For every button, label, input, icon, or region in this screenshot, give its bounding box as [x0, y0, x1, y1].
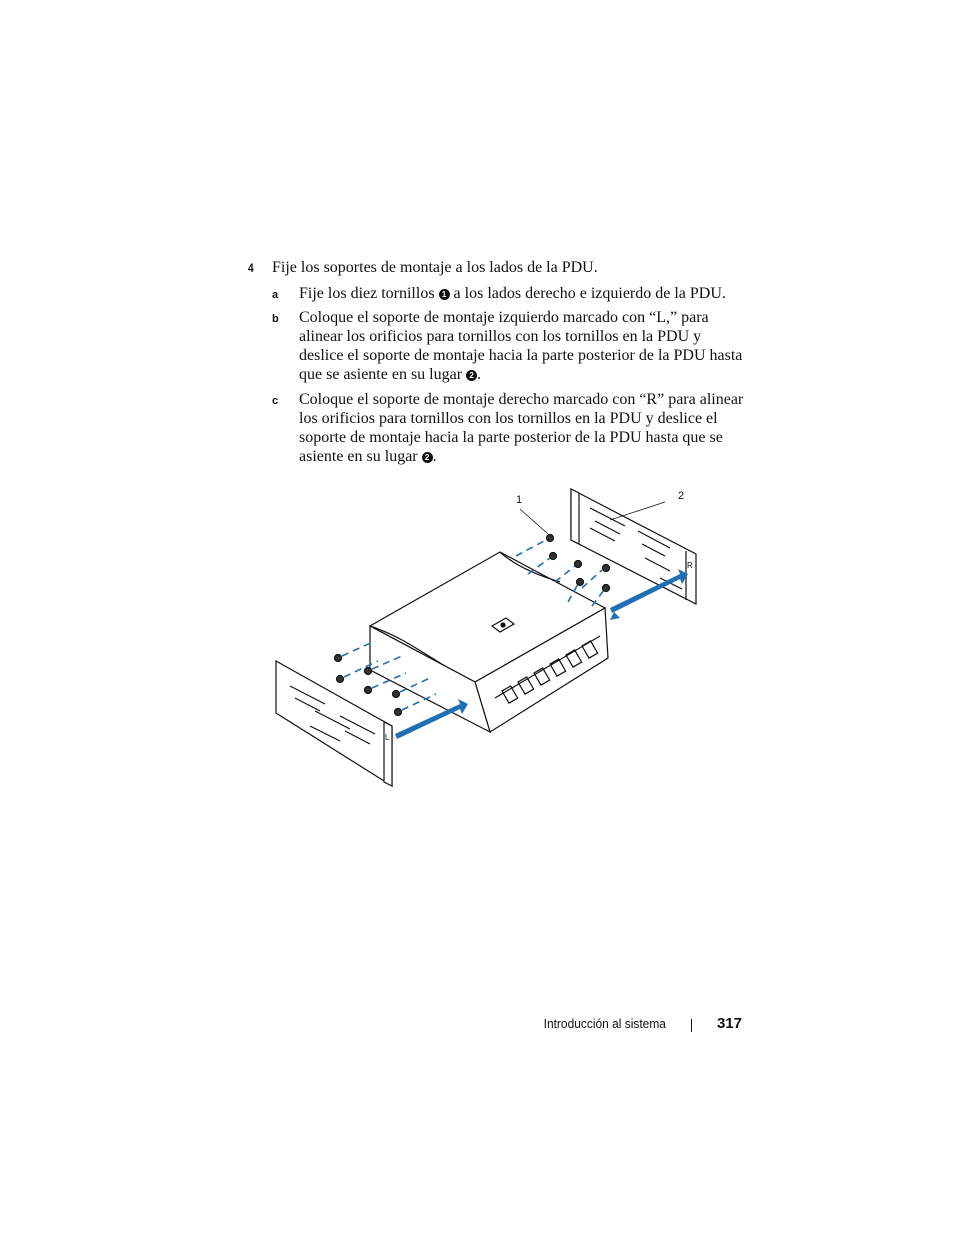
bracket-right-mark: R — [687, 561, 693, 570]
page-footer — [500, 1016, 742, 1036]
page-number: 317 — [716, 1015, 742, 1032]
callout-1-icon: 1 — [439, 289, 450, 300]
step-text: Fije los soportes de montaje a los lados de la PDU. — [272, 259, 598, 276]
substep-text — [299, 390, 744, 466]
bracket-left-mark: L — [385, 733, 390, 742]
substep-text — [299, 284, 744, 303]
substep-text — [299, 308, 744, 384]
figure-label-2: 2 — [678, 490, 685, 502]
footer-separator — [691, 1019, 692, 1032]
substep-text-part: Coloque el soporte de montaje derecho marcado con “R” para alinear los orificios para tornillos con los tornillos en la PDU y deslice el soporte de montaje hacia la parte posterior de la PDU hasta que se asiente en su lugar — [299, 391, 744, 465]
pdu-bracket-illustration — [270, 486, 710, 791]
substep-letter: a — [272, 289, 279, 301]
substep-letter: c — [272, 395, 279, 407]
callout-2-icon: 2 — [466, 370, 477, 381]
substep-letter: b — [272, 313, 279, 325]
substep-text-part: . — [477, 366, 482, 383]
footer-section-title: Introducción al sistema — [543, 1016, 666, 1031]
left-bracket — [276, 661, 392, 786]
callout-2-icon: 2 — [422, 452, 433, 463]
substep-text-part: a los lados derecho e izquierdo de la PDU. — [449, 285, 726, 302]
substep-text-part: Coloque el soporte de montaje izquierdo marcado con “L,” para alinear los orificios para tornillos con los tornillos en la PDU y deslice el soporte de montaje hacia la parte posterior de la PDU hasta que se asiente en su lugar — [299, 309, 743, 383]
step-number: 4 — [248, 261, 254, 275]
figure-label-1: 1 — [516, 494, 523, 506]
pdu-diagram — [270, 486, 710, 791]
substep-text-part: . — [432, 448, 437, 465]
substep-text-part: Fije los diez tornillos — [299, 285, 439, 302]
